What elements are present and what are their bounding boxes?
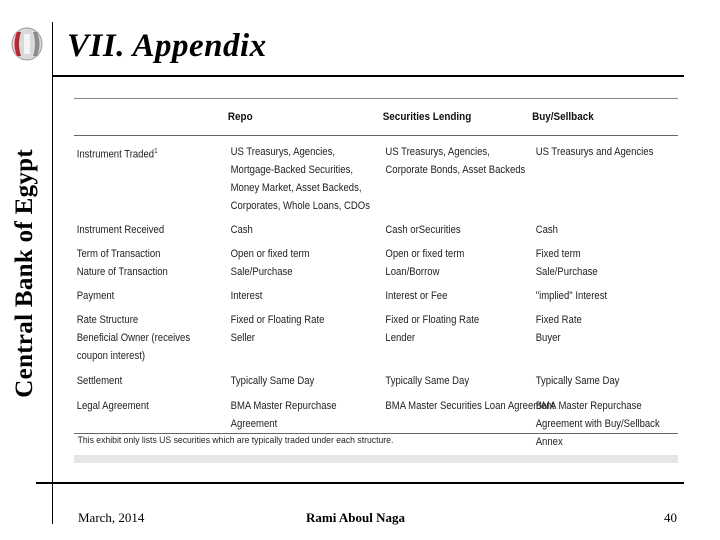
page-number: 40 bbox=[664, 510, 677, 525]
footer-author: Rami Aboul Naga bbox=[306, 510, 405, 525]
footer-divider bbox=[36, 482, 684, 484]
cell-repo: Interest bbox=[230, 290, 263, 302]
footer-date: March, 2014 bbox=[78, 510, 145, 525]
row-label: Term of Transaction bbox=[76, 248, 161, 260]
side-title bbox=[5, 82, 45, 464]
cell-buysell: Sale/Purchase bbox=[535, 266, 598, 278]
cell-repo: Typically Same Day bbox=[230, 375, 315, 387]
cell-repo: Sale/Purchase bbox=[230, 266, 293, 278]
cell-lending: Loan/Borrow bbox=[385, 266, 440, 278]
cell-lending: BMA Master Securities Loan Agreement bbox=[385, 400, 555, 412]
row-label: Settlement bbox=[76, 375, 123, 387]
footnote-marker: 1 bbox=[154, 148, 158, 155]
table-bottom-shade bbox=[74, 455, 678, 463]
vertical-divider bbox=[52, 22, 53, 524]
cell-lending: Interest or Fee bbox=[385, 290, 448, 302]
row-label: Payment bbox=[76, 290, 115, 302]
row-label: Legal Agreement bbox=[76, 400, 149, 412]
row-label: Instrument Received bbox=[76, 224, 165, 236]
cell-buysell: BMA Master Repurchase Agreement with Buy/Sellback Annex bbox=[535, 400, 660, 448]
cell-buysell: "implied" Interest bbox=[535, 290, 608, 302]
cell-repo: Cash bbox=[230, 224, 253, 236]
cell-repo: Seller bbox=[230, 332, 255, 344]
cell-buysell: Fixed term bbox=[535, 248, 581, 260]
cell-lending: Open or fixed term bbox=[385, 248, 465, 260]
comparison-table bbox=[74, 98, 660, 464]
header-repo: Repo bbox=[227, 111, 253, 123]
cell-buysell: Buyer bbox=[535, 332, 561, 344]
row-label-instrument-traded: Instrument Traded$^1$ bbox=[76, 148, 158, 161]
cell-lending: Typically Same Day bbox=[385, 375, 470, 387]
central-bank-logo-icon bbox=[10, 26, 44, 62]
footnote-divider bbox=[74, 433, 678, 434]
cell-repo: BMA Master Repurchase Agreement bbox=[230, 400, 337, 430]
slide-title: VII. Appendix bbox=[67, 28, 267, 64]
row-label: Rate Structure bbox=[76, 314, 139, 326]
header-buy-sellback: Buy/Sellback bbox=[532, 111, 594, 123]
title-underline bbox=[52, 75, 684, 77]
row-label: Nature of Transaction bbox=[76, 266, 168, 278]
header-securities-lending: Securities Lending bbox=[382, 111, 472, 123]
cell-repo: Fixed or Floating Rate bbox=[230, 314, 325, 326]
table-footnote: This exhibit only lists US securities which are typically traded under each structure. bbox=[77, 435, 394, 446]
cell-buysell: US Treasurys and Agencies bbox=[535, 146, 654, 158]
cell-repo: Open or fixed term bbox=[230, 248, 310, 260]
cell-lending: Fixed or Floating Rate bbox=[385, 314, 480, 326]
cell-buysell: Typically Same Day bbox=[535, 375, 620, 387]
cell-buysell: Cash bbox=[535, 224, 558, 236]
cell-lending: Cash orSecurities bbox=[385, 224, 461, 236]
cell-repo: US Treasurys, Agencies, Mortgage-Backed Securities, Money Market, Asset Backeds, Corporates, Whole Loans, CDOs bbox=[230, 146, 370, 212]
cell-buysell: Fixed Rate bbox=[535, 314, 582, 326]
header-divider bbox=[74, 135, 678, 136]
cell-lending: US Treasurys, Agencies, Corporate Bonds, Asset Backeds bbox=[385, 146, 526, 176]
side-title-text: Central Bank of Egypt bbox=[11, 148, 38, 398]
row-label: Beneficial Owner (receives coupon interest) bbox=[76, 332, 191, 362]
cell-lending: Lender bbox=[385, 332, 416, 344]
